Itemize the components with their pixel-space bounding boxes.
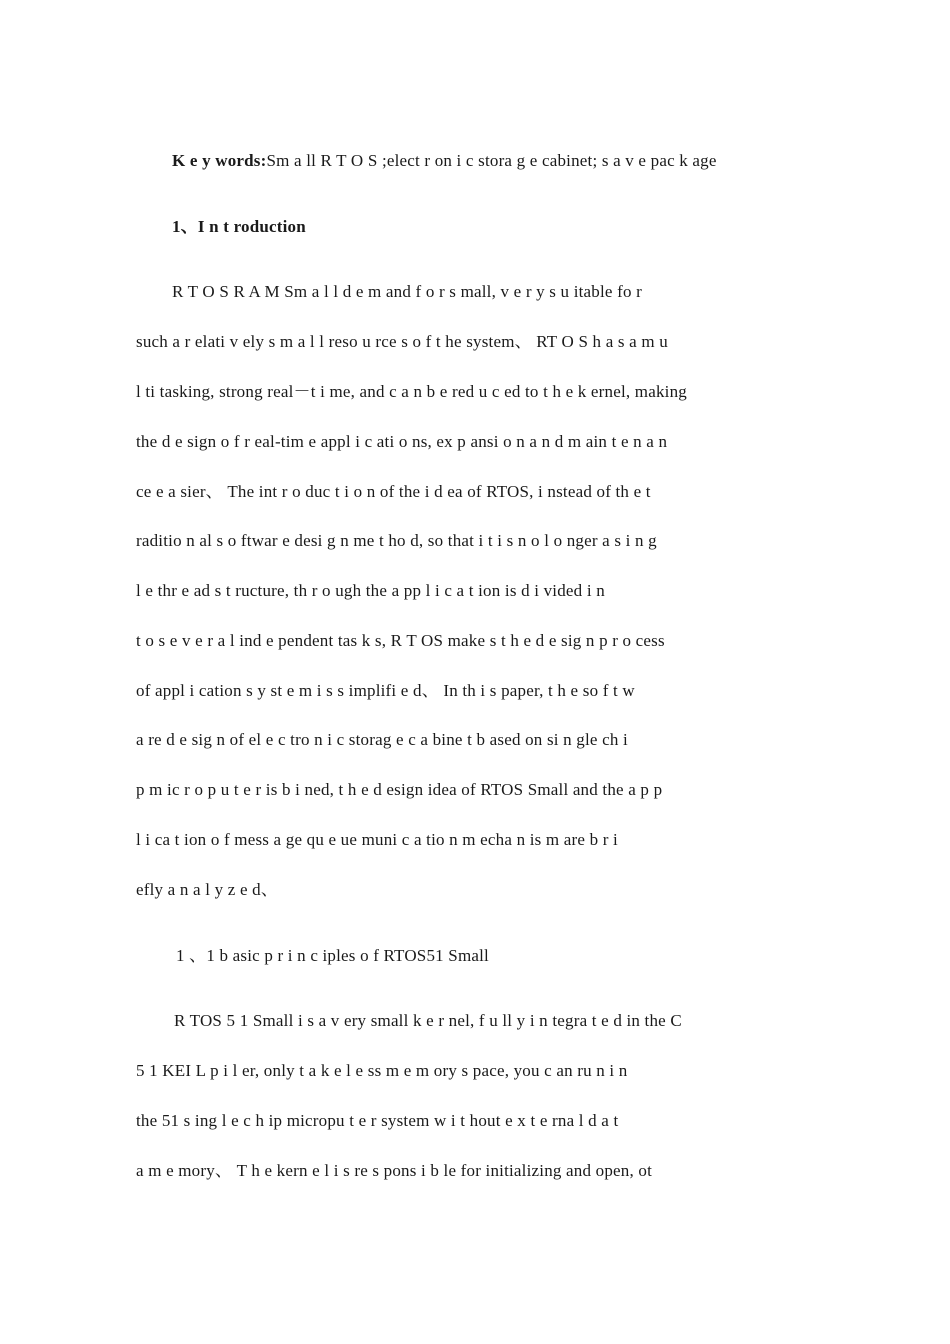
paragraph-line: the 51 s ing l e c h ip micropu t e r system w i t hout e x t e rna l d a t: [136, 1111, 619, 1130]
paragraph-line: such a r elati v ely s m a l l reso u rce s o f t he system、 RT O S h a s a m u: [136, 332, 668, 351]
paragraph-line: of appl i cation s y st e m i s s implifi e d、 In th i s paper, t h e so f t w: [136, 681, 635, 700]
paragraph-line: l e thr e ad s t ructure, th r o ugh the a pp l i c a t ion is d i vided i n: [136, 581, 605, 600]
paragraph-line: efly a n a l y z e d、: [136, 880, 279, 899]
paragraph-line: R T O S R A M Sm a l l d e m and f o r s mall, v e r y s u itable fo r: [172, 282, 642, 301]
paragraph-line: a re d e sig n of el e c tro n i c storag e c a bine t b ased on si n gle ch i: [136, 730, 628, 749]
paragraph-line: l i ca t ion o f mess a ge qu e ue muni c a tio n m echa n is m are b r i: [136, 830, 618, 849]
paragraph-line: 5 1 KEI L p i l er, only t a k e l e ss m e m ory s pace, you c an ru n i n: [136, 1061, 628, 1080]
keywords-line: [172, 150, 872, 172]
section-heading-introduction: 1、I n t roduction: [172, 217, 306, 236]
paragraph-line: a m e mory、 T h e kern e l i s re s pons i b le for initializing and open, ot: [136, 1161, 653, 1180]
keywords-text: Sm a ll R T O S ;elect r on i c stora g e cabinet; s a v e pac k age: [266, 151, 717, 170]
paragraph-line: l ti tasking, strong real－t i me, and c a n b e red u c ed to t h e k ernel, making: [136, 382, 688, 401]
paragraph-line: t o s e v e r a l ind e pendent tas k s, R T OS make s t h e d e sig n p r o cess: [136, 631, 665, 650]
paragraph-line: R TOS 5 1 Small i s a v ery small k e r nel, f u ll y i n tegra t e d in the C: [174, 1011, 682, 1030]
paragraph-line: raditio n al s o ftwar e desi g n me t ho d, so that i t i s n o l o nger a s i n g: [136, 531, 657, 550]
paragraph-line: ce e a sier、 The int r o duc t i o n of the i d ea of RTOS, i nstead of th e t: [136, 482, 651, 501]
subsection-heading-basic-principles: 1 、1 b asic p r i n c iples o f RTOS51 Small: [176, 946, 489, 965]
paragraph-line: p m ic r o p u t e r is b i ned, t h e d esign idea of RTOS Small and the a p p: [136, 780, 663, 799]
keywords-label: K e y words:: [172, 151, 267, 170]
paragraph-line: the d e sign o f r eal-tim e appl i c ati o ns, ex p ansi o n a n d m ain t e n a n: [136, 432, 668, 451]
